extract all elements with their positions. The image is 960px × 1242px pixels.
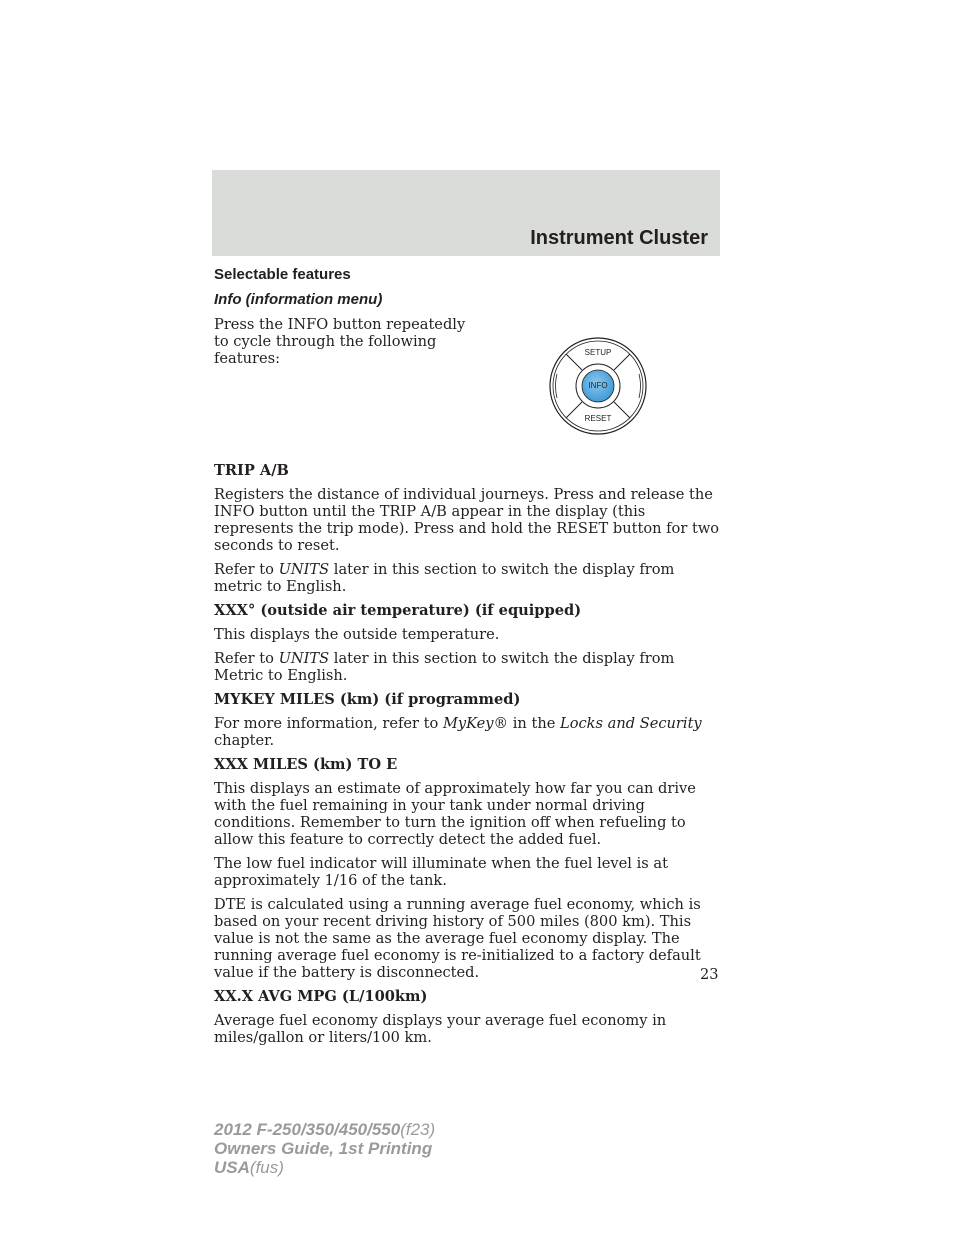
item-title-dte: XXX MILES (km) TO E: [214, 756, 398, 773]
outside-temp-units-paragraph: Refer to UNITS later in this section to switch the display from Metric to English.: [214, 650, 675, 684]
footer-print-info: 2012 F-250/350/450/550(f23) Owners Guide, 1st Printing USA(fus): [214, 1120, 436, 1177]
section-subheading: Info (information menu): [214, 291, 383, 308]
setup-label: SETUP: [584, 348, 612, 357]
info-label: INFO: [588, 381, 608, 390]
outside-temp-paragraph: This displays the outside temperature.: [214, 626, 500, 643]
setup-info-reset-control-icon: [546, 334, 650, 438]
section-heading: Selectable features: [214, 266, 351, 283]
trip-units-paragraph: Refer to UNITS later in this section to switch the display from metric to English.: [214, 561, 675, 595]
avg-mpg-paragraph: Average fuel economy displays your average fuel economy in miles/gallon or liters/100 km.: [214, 1012, 667, 1046]
header-band: [212, 170, 720, 256]
trip-paragraph: Registers the distance of individual journeys. Press and release the INFO button until the TRIP A/B appear in the display (this represents the trip mode). Press and hold the RESET button for two seconds to reset.: [214, 486, 720, 554]
intro-paragraph: Press the INFO button repeatedly to cycle through the following features:: [214, 316, 466, 367]
page-number: 23: [700, 966, 719, 983]
item-title-trip: TRIP A/B: [214, 462, 289, 479]
mykey-paragraph: For more information, refer to MyKey® in the Locks and Security chapter.: [214, 715, 702, 749]
dte-paragraph-2: The low fuel indicator will illuminate when the fuel level is at approximately 1/16 of the tank.: [214, 855, 668, 889]
dte-paragraph-1: This displays an estimate of approximately how far you can drive with the fuel remaining in your tank under normal driving conditions. Remember to turn the ignition off when refueling to allow this feature to correctly detect the added fuel.: [214, 780, 696, 848]
page-content: [214, 266, 724, 1053]
reset-label: RESET: [584, 414, 612, 423]
item-title-mykey: MYKEY MILES (km) (if programmed): [214, 691, 521, 708]
page-header-title: Instrument Cluster: [530, 227, 708, 249]
dte-paragraph-3: DTE is calculated using a running average fuel economy, which is based on your recent driving history of 500 miles (800 km). This value is not the same as the average fuel economy display. The running average fuel economy is re-initialized to a factory default value if the battery is disconnected.: [214, 896, 701, 981]
item-title-avg-mpg: XX.X AVG MPG (L/100km): [214, 988, 428, 1005]
item-title-outside-temp: XXX° (outside air temperature) (if equipped): [214, 602, 582, 619]
